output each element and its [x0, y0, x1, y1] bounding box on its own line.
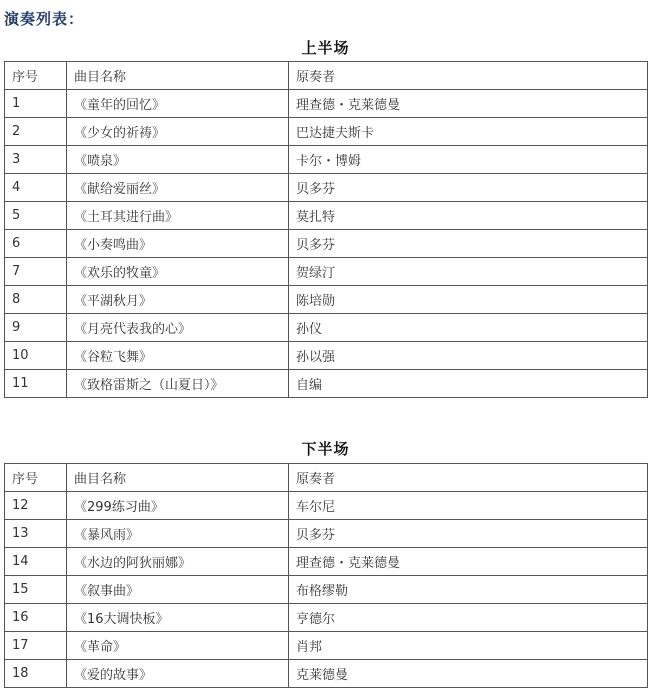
cell-title: 《少女的祈祷》 — [67, 118, 289, 146]
cell-no: 3 — [5, 146, 67, 174]
cell-no: 8 — [5, 286, 67, 314]
cell-composer: 肖邦 — [289, 632, 648, 660]
table-row — [5, 90, 648, 118]
cell-title: 《平湖秋月》 — [67, 286, 289, 314]
cell-title: 《月亮代表我的心》 — [67, 314, 289, 342]
cell-no: 14 — [5, 548, 67, 576]
cell-title: 《致格雷斯之（山夏日）》 — [67, 370, 289, 398]
column-header-no: 序号 — [5, 464, 67, 492]
cell-no: 18 — [5, 660, 67, 688]
cell-composer: 陈培勋 — [289, 286, 648, 314]
cell-title: 《革命》 — [67, 632, 289, 660]
cell-composer: 孙以强 — [289, 342, 648, 370]
cell-title: 《爱的故事》 — [67, 660, 289, 688]
section-title-first-half: 上半场 — [301, 39, 350, 57]
cell-composer: 贺绿汀 — [289, 258, 648, 286]
cell-no: 11 — [5, 370, 67, 398]
first-half-table — [4, 61, 648, 398]
column-header-composer: 原奏者 — [289, 464, 648, 492]
table-row — [5, 230, 648, 258]
cell-composer: 车尔尼 — [289, 492, 648, 520]
cell-title: 《喷泉》 — [67, 146, 289, 174]
column-header-composer: 原奏者 — [289, 62, 648, 90]
table-row — [5, 660, 648, 688]
cell-title: 《欢乐的牧童》 — [67, 258, 289, 286]
table-row — [5, 632, 648, 660]
page-title: 演奏列表： — [4, 10, 85, 28]
second-half-table — [4, 463, 648, 688]
table-row — [5, 576, 648, 604]
cell-no: 5 — [5, 202, 67, 230]
cell-title: 《16大调快板》 — [67, 604, 289, 632]
cell-no: 12 — [5, 492, 67, 520]
cell-title: 《水边的阿狄丽娜》 — [67, 548, 289, 576]
cell-composer: 理查德・克莱德曼 — [289, 548, 648, 576]
cell-composer: 贝多芬 — [289, 174, 648, 202]
cell-no: 10 — [5, 342, 67, 370]
table-row — [5, 286, 648, 314]
table-row — [5, 146, 648, 174]
cell-composer: 克莱德曼 — [289, 660, 648, 688]
table-row — [5, 492, 648, 520]
cell-composer: 亨德尔 — [289, 604, 648, 632]
column-header-no: 序号 — [5, 62, 67, 90]
table-row — [5, 174, 648, 202]
cell-title: 《299练习曲》 — [67, 492, 289, 520]
cell-no: 6 — [5, 230, 67, 258]
cell-composer: 卡尔・博姆 — [289, 146, 648, 174]
table-row — [5, 370, 648, 398]
table-header-row — [5, 464, 648, 492]
column-header-title: 曲目名称 — [67, 464, 289, 492]
cell-composer: 孙仪 — [289, 314, 648, 342]
cell-no: 13 — [5, 520, 67, 548]
cell-composer: 布格缪勒 — [289, 576, 648, 604]
table-header-row — [5, 62, 648, 90]
cell-title: 《叙事曲》 — [67, 576, 289, 604]
cell-no: 2 — [5, 118, 67, 146]
cell-no: 16 — [5, 604, 67, 632]
cell-composer: 贝多芬 — [289, 520, 648, 548]
cell-title: 《谷粒飞舞》 — [67, 342, 289, 370]
cell-no: 4 — [5, 174, 67, 202]
cell-composer: 巴达捷夫斯卡 — [289, 118, 648, 146]
cell-composer: 贝多芬 — [289, 230, 648, 258]
table-row — [5, 520, 648, 548]
cell-composer: 莫扎特 — [289, 202, 648, 230]
cell-composer: 自编 — [289, 370, 648, 398]
cell-no: 9 — [5, 314, 67, 342]
table-row — [5, 604, 648, 632]
cell-no: 17 — [5, 632, 67, 660]
table-row — [5, 342, 648, 370]
table-row — [5, 202, 648, 230]
cell-no: 7 — [5, 258, 67, 286]
table-row — [5, 314, 648, 342]
cell-title: 《献给爱丽丝》 — [67, 174, 289, 202]
cell-title: 《小奏鸣曲》 — [67, 230, 289, 258]
cell-title: 《童年的回忆》 — [67, 90, 289, 118]
column-header-title: 曲目名称 — [67, 62, 289, 90]
table-row — [5, 548, 648, 576]
cell-no: 1 — [5, 90, 67, 118]
cell-composer: 理查德・克莱德曼 — [289, 90, 648, 118]
cell-title: 《土耳其进行曲》 — [67, 202, 289, 230]
section-title-second-half: 下半场 — [301, 440, 350, 458]
cell-title: 《暴风雨》 — [67, 520, 289, 548]
table-row — [5, 118, 648, 146]
table-row — [5, 258, 648, 286]
cell-no: 15 — [5, 576, 67, 604]
